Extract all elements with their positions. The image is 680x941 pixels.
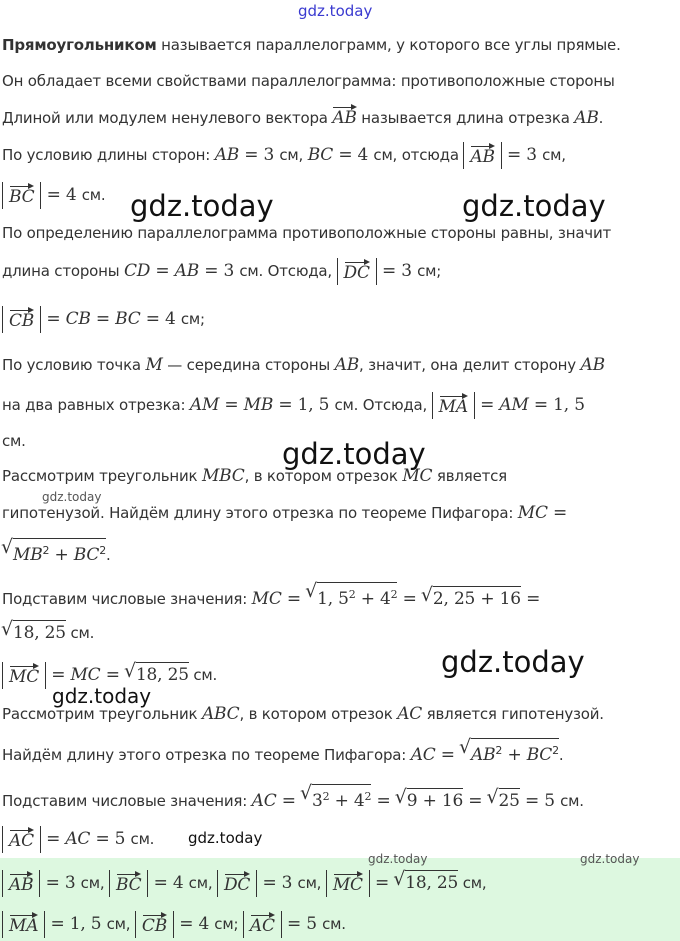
watermark: gdz.today — [441, 645, 585, 679]
side-cd-line: длина стороны CD = AB = 3 см. Отсюда, DC = 3 см; — [2, 258, 441, 282]
definition-rectangle: Прямоугольником называется параллелограмм, у которого все углы прямые. — [2, 36, 621, 54]
answer-line-2: MA = 1, 5 см, CB = 4 см; AC = 5 см. — [2, 911, 346, 935]
watermark: gdz.today — [52, 684, 152, 708]
mc-substitution-line: Подставим числовые значения: MC = √ 1, $5^2 + 4^2$ = √ 2, 25 + 16 = — [2, 582, 540, 606]
pythagoras-mc-formula: √ $MB^2 + BC^2$. — [2, 538, 111, 562]
triangle-mbc-line: Рассмотрим треугольник MBC, в котором отрезок MC является — [2, 466, 508, 486]
midpoint-line: По условию точка M — середина стороны AB, значит, она делит сторону AB — [2, 355, 605, 375]
watermark: gdz.today — [580, 852, 640, 866]
hypotenuse-mc-line: гипотенузой. Найдём длину этого отрезка по теореме Пифагора: MC = — [2, 503, 568, 523]
watermark: gdz.today — [130, 189, 274, 223]
watermark: gdz.today — [188, 829, 263, 847]
vector-ac-length: AC = AC = 5 см. — [2, 826, 154, 850]
vector-bc-length: BC = 4 см. — [2, 182, 105, 206]
vector-cb-length: CB = CB = BC = 4 см; — [2, 306, 205, 330]
watermark: gdz.today — [368, 852, 428, 866]
watermark: gdz.today — [42, 490, 102, 504]
watermark: gdz.today — [462, 189, 606, 223]
answer-line-1: AB = 3 см, BC = 4 см, DC = 3 см, MC = √ 18, 25 см, — [2, 870, 486, 894]
parallelogram-sides-line: По определению параллелограмма противоположные стороны равны, значит — [2, 224, 612, 242]
vector-length-definition: Длиной или модулем ненулевого вектора AB называется длина отрезка AB. — [2, 104, 603, 128]
triangle-abc-line: Рассмотрим треугольник ABC, в котором отрезок AC является гипотенузой. — [2, 704, 604, 724]
properties-line: Он обладает всеми свойствами параллелограмма: противоположные стороны — [2, 72, 615, 90]
unit-continuation: см. — [2, 432, 26, 450]
equal-segments-line: на два равных отрезка: AM = MB = 1, 5 см. Отсюда, MA = AM = 1, 5 — [2, 392, 585, 416]
mc-result-line: √ 18, 25 см. — [2, 620, 94, 644]
given-sides-line: По условию длины сторон: AB = 3 см, BC = 4 см, отсюда AB = 3 см, — [2, 142, 566, 166]
ac-substitution-line: Подставим числовые значения: AC = √ $3^2 + 4^2$ = √ 9 + 16 = √ 25 = 5 см. — [2, 784, 584, 808]
pythagoras-ac-formula: Найдём длину этого отрезка по теореме Пифагора: AC = √ $AB^2 + BC^2$. — [2, 738, 564, 762]
watermark-top: gdz.today — [298, 2, 373, 20]
vector-mc-length: MC = MC = √ 18, 25 см. — [2, 662, 217, 686]
watermark: gdz.today — [282, 437, 426, 471]
